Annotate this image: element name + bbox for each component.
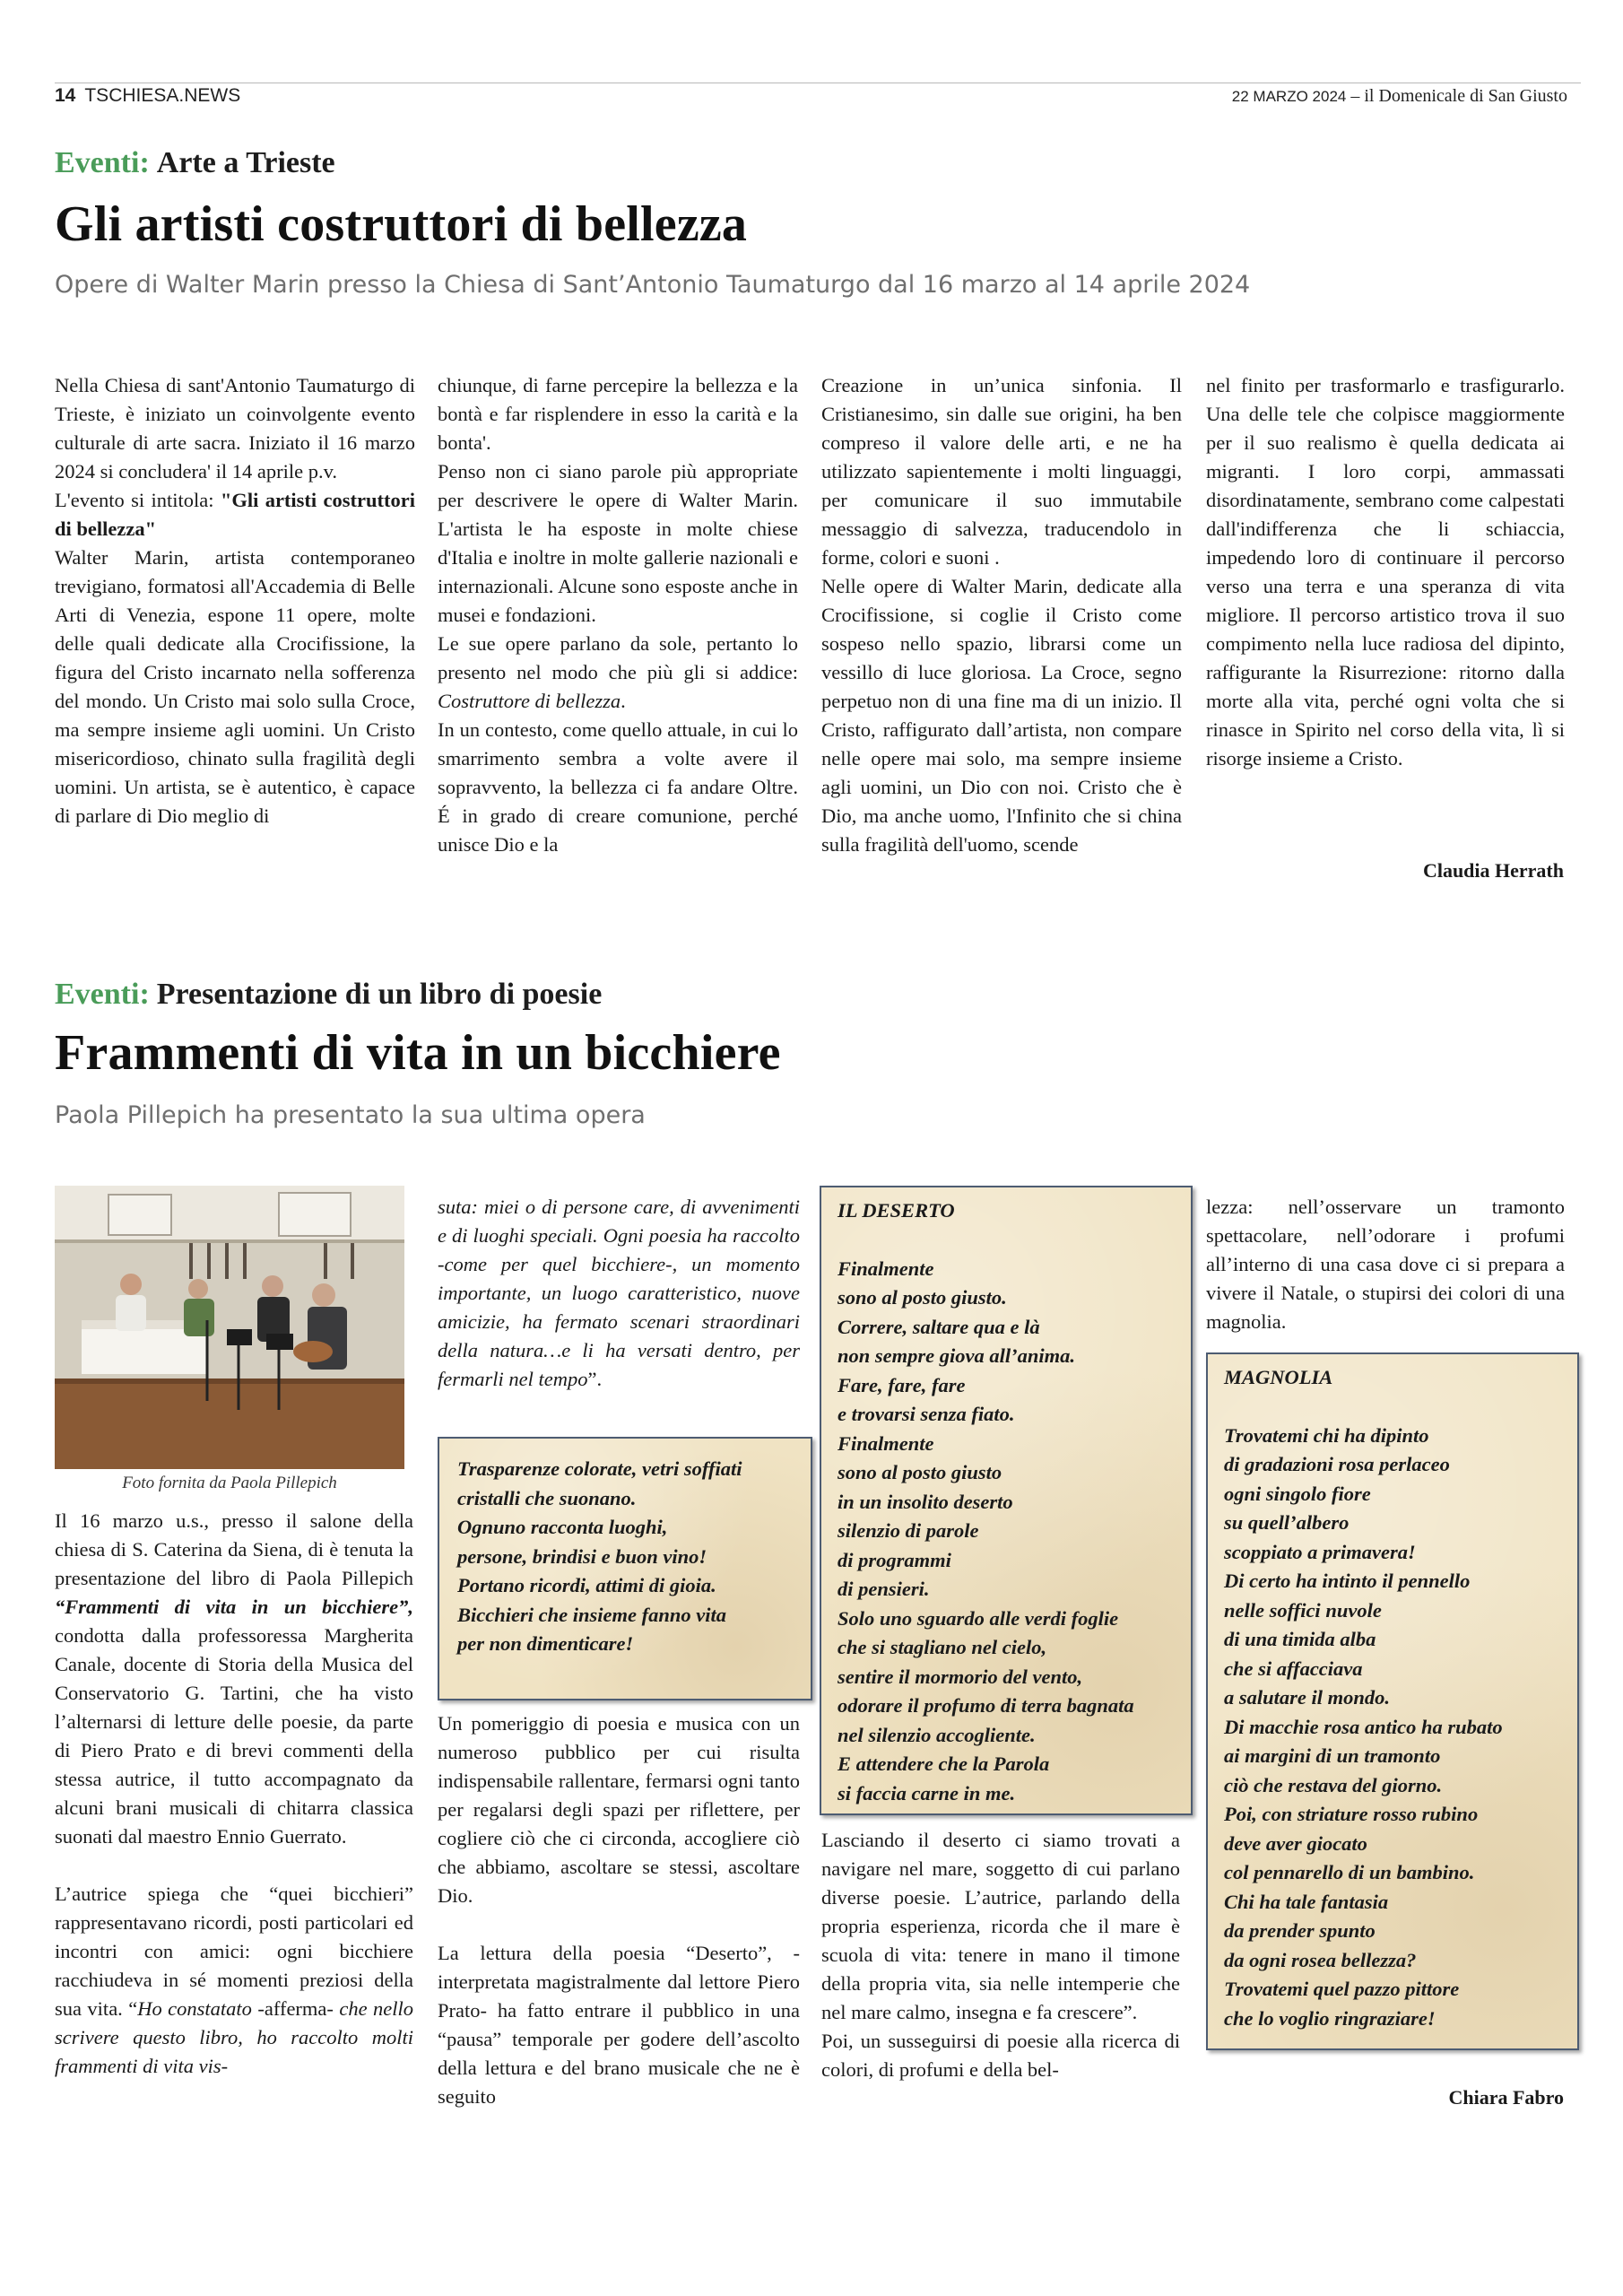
article2-column-4 — [1206, 1193, 1565, 1336]
poem-title: IL DESERTO — [838, 1199, 955, 1222]
poem-line: Chi ha tale fantasia — [1224, 1890, 1389, 1913]
poem-line: Trovatemi quel pazzo pittore — [1224, 1978, 1460, 2000]
poem-line: si faccia carne in me. — [838, 1781, 1016, 1805]
article1-column-4 — [1206, 371, 1565, 773]
italic-phrase: Costruttore di bellezza — [438, 690, 621, 712]
article1-kicker — [55, 146, 335, 180]
poem-line: Poi, con striature rosso rubino — [1224, 1803, 1479, 1825]
poem-gap — [1224, 1393, 1561, 1422]
article2-kicker — [55, 978, 602, 1012]
paragraph — [55, 1507, 413, 1851]
paragraph: Poi, un susseguirsi di poesie alla ricerca di colori, di profumi e della bel- — [821, 2030, 1180, 2081]
article2-column-1 — [55, 1507, 413, 2081]
poem-line: silenzio di parole — [838, 1519, 979, 1542]
text-run: L'evento si intitola: — [55, 489, 221, 511]
article2-author: Chiara Fabro — [1448, 2086, 1564, 2109]
poem-line: che si affacciava — [1224, 1657, 1363, 1680]
poem-line: scoppiato a primavera! — [1224, 1540, 1416, 1563]
poem-line: da prender spunto — [1224, 1919, 1376, 1942]
article1-title: Gli artisti costruttori di bellezza — [55, 196, 748, 252]
poem-line: che si stagliano nel cielo, — [838, 1636, 1047, 1658]
running-header-right — [1232, 86, 1567, 107]
paragraph: Penso non ci siano parole più appropriate per descrivere le opere di Walter Marin. L'artista le ha esposte in molte chiese d'Italia e inoltre in molte gallerie nazionali e internazionali. Alcune sono esposte anche in musei e fondazioni. — [438, 460, 798, 626]
publication-name: il Domenicale di San Giusto — [1364, 86, 1567, 106]
article1-subtitle: Opere di Walter Marin presso la Chiesa di Sant’Antonio Taumaturgo dal 16 marzo al 14 aprile 2024 — [55, 271, 1251, 299]
italic-phrase: Ho constatato — [137, 1997, 252, 2020]
paragraph: Lasciando il deserto ci siamo trovati a navigare nel mare, soggetto di cui parlano diverse poesie. L’autrice, parlando della propria esperienza, ricorda che il mare è scuola di vita: tenere in mano il timone della propria vita, sia nelle intemperie che nel mare calmo, insegna e fa crescere”. — [821, 1829, 1180, 2023]
text-run: . — [621, 690, 626, 712]
poem-line: Correre, saltare qua e là — [838, 1315, 1040, 1338]
poem-line: deve aver giocato — [1224, 1831, 1367, 1855]
poem-line: ogni singolo fiore — [1224, 1482, 1371, 1505]
poem-line: a salutare il mondo. — [1224, 1686, 1391, 1709]
paragraph: In un contesto, come quello attuale, in cui lo smarrimento sembra a volte avere il sopravvento, la bellezza ci fa andare Oltre. É in grado di creare comunione, perché unisce Dio e la — [438, 718, 798, 856]
poem-line: col pennarello di un bambino. — [1224, 1861, 1475, 1883]
article2-kicker-label: Eventi: — [55, 978, 150, 1011]
poem-line: Trasparenze colorate, vetri soffiati — [457, 1457, 742, 1480]
article1-author: Claudia Herrath — [1422, 859, 1564, 882]
poem-line: e trovarsi senza fiato. — [838, 1403, 1015, 1425]
page-number: 14 — [55, 85, 76, 106]
article1-kicker-label: Eventi: — [55, 146, 150, 179]
article2-column-2-top — [438, 1193, 800, 1394]
article2-title: Frammenti di vita in un bicchiere — [55, 1025, 781, 1081]
poem-title: MAGNOLIA — [1224, 1366, 1333, 1388]
text-run: Le sue opere parlano da sole, pertanto lo presento nel modo che più gli si addice: — [438, 632, 798, 683]
poem-line: odorare il profumo di terra bagnata — [838, 1694, 1134, 1717]
poem-box-magnolia — [1206, 1352, 1579, 2050]
poem-line: sono al posto giusto — [838, 1461, 1002, 1483]
paragraph: Walter Marin, artista contemporaneo trevigiano, formatosi all'Accademia di Belle Arti di Venezia, espone 11 opere, molte delle quali dedicate alla Crocifissione, la figura del Cristo incarnato nella sofferenza del mondo. Un Cristo mai solo sulla Croce, ma sempre insieme agli uomini. Un Cristo misericordioso, chinato sulla fragilità degli uomini. Un artista, se è autentico, è capace di parlare di Dio meglio di — [55, 546, 415, 827]
article1-column-3 — [821, 371, 1182, 859]
header-dash: – — [1346, 86, 1365, 106]
paragraph — [55, 486, 415, 544]
text-run: condotta dalla professoressa Margherita Canale, docente di Storia della Musica del Conservatorio G. Tartini, che ha visto l’alternarsi di letture delle poesie, da parte di Piero Prato e di brevi commenti della stessa autrice, il tutto accompagnato da alcuni brani musicali di chitarra classica suonati dal maestro Ennio Guerrato. — [55, 1624, 413, 1848]
article2-subtitle: Paola Pillepich ha presentato la sua ultima opera — [55, 1101, 646, 1129]
paragraph-gap — [438, 1910, 800, 1939]
poem-gap — [838, 1226, 1175, 1255]
article1-column-2 — [438, 371, 798, 859]
paragraph: Nelle opere di Walter Marin, dedicate alla Crocifissione, si coglie il Cristo come sospeso nello spazio, librarsi come un vessillo di luce gloriosa. La Croce, segno perpetuo non di una fine ma di un inizio. Il Cristo, raffigurato dall’artista, non compare nelle opere mai solo, ma sempre insieme agli uomini, un Dio con noi. Cristo che è Dio, ma anche uomo, l'Infinito che si china sulla fragilità dell'uomo, scende — [821, 575, 1182, 856]
poem-lines — [1224, 1422, 1561, 2034]
poem-line: Di macchie rosa antico ha rubato — [1224, 1715, 1503, 1738]
paragraph: Creazione in un’unica sinfonia. Il Cristianesimo, sin dalle sue origini, ha ben compreso il valore delle arti, e ne ha utilizzato sapientemente i molti linguaggi, per comunicare il suo immutabile messaggio di salvezza, traducendolo in forme, colori e suoni . — [821, 374, 1182, 569]
poem-box-glasses — [438, 1437, 812, 1700]
poem-line: di programmi — [838, 1548, 951, 1571]
poem-line: Bicchieri che insieme fanno vita — [457, 1603, 726, 1626]
paragraph — [438, 1193, 800, 1394]
poem-line: di una timida alba — [1224, 1628, 1376, 1650]
poem-line: Trovatemi chi ha dipinto — [1224, 1423, 1429, 1447]
article2-kicker-topic: Presentazione di un libro di poesie — [156, 978, 603, 1011]
poem-lines — [457, 1455, 793, 1659]
poem-line: ciò che restava del giorno. — [1224, 1773, 1443, 1796]
paragraph — [55, 1880, 413, 2081]
poem-line: sono al posto giusto. — [838, 1286, 1007, 1309]
poem-line: nel silenzio accogliente. — [838, 1723, 1036, 1746]
poem-box-deserto — [820, 1186, 1193, 1815]
poem-line: Finalmente — [838, 1257, 934, 1280]
site-name: TSCHIESA.NEWS — [84, 85, 241, 106]
paragraph: Un pomeriggio di poesia e musica con un numeroso pubblico per cui risulta indispensabile rallentare, fermarsi ogni tanto per regalarsi degli spazi per riflettere, per cogliere ciò che ci circonda, accogliere ciò che abbiamo, ascoltare se stessi, ascoltare Dio. — [438, 1712, 800, 1907]
poem-line: Ognuno racconta luoghi, — [457, 1516, 668, 1538]
poem-line: Finalmente — [838, 1431, 934, 1455]
poem-line: per non dimenticare! — [457, 1632, 634, 1655]
poem-line: Di certo ha intinto il pennello — [1224, 1570, 1471, 1592]
paragraph-gap — [55, 1851, 413, 1880]
event-photo — [55, 1186, 404, 1469]
poem-line: da ogni rosea bellezza? — [1224, 1948, 1417, 1971]
paragraph — [438, 630, 798, 716]
article2-column-3 — [821, 1826, 1180, 2084]
paragraph: chiunque, di farne percepire la bellezza e la bontà e far risplendere in esso la carità e la bonta'. — [438, 374, 798, 454]
article1-column-1 — [55, 371, 415, 831]
photo-caption: Foto fornita da Paola Pillepich — [122, 1474, 337, 1492]
poem-line: persone, brindisi e buon vino! — [457, 1544, 707, 1568]
event-title: "Gli artisti costruttori di bellezza" — [55, 489, 415, 540]
book-title: “Frammenti di vita in un bicchiere”, — [55, 1596, 413, 1618]
poem-line: che lo voglio ringraziare! — [1224, 2006, 1436, 2030]
poem-line: in un insolito deserto — [838, 1490, 1013, 1513]
paragraph: nel finito per trasformarlo e trasfigurarlo. Una delle tele che colpisce maggiormente per il suo realismo è quella dedicata ai migranti. I loro corpi, ammassati disordinatamente, sembrano come calpestati dall'indifferenza che li schiaccia, impedendo loro di continuare il percorso verso una terra e una speranza di vita migliore. Il percorso artistico trova il suo compimento nella luce radiosa del dipinto, raffigurante la Risurrezione: ritorno dalla morte alla vita, perché ogni volta che si rinasce in Spirito nel corso della vita, lì si risorge insieme a Cristo. — [1206, 374, 1565, 770]
poem-line: ai margini di un tramonto — [1224, 1744, 1441, 1767]
poem-line: cristalli che suonano. — [457, 1486, 637, 1509]
text-run: Il 16 marzo u.s., presso il salone della chiesa di S. Caterina da Siena, di è tenuta la presentazione del libro di Paola Pillepich — [55, 1509, 413, 1589]
article1-kicker-topic: Arte a Trieste — [156, 146, 335, 179]
text-run: -afferma- — [251, 1997, 340, 2020]
paragraph: Nella Chiesa di sant'Antonio Taumaturgo di Trieste, è iniziato un coinvolgente evento culturale di arte sacra. Iniziato il 16 marzo 2024 si concludera' il 14 aprile p.v. — [55, 374, 415, 483]
text-run: ”. — [587, 1368, 603, 1390]
issue-date: 22 MARZO 2024 — [1231, 88, 1347, 105]
poem-line: Portano ricordi, attimi di gioia. — [457, 1574, 716, 1596]
poem-line: Fare, fare, fare — [838, 1373, 966, 1396]
running-header-left — [55, 85, 240, 107]
poem-line: di gradazioni rosa perlaceo — [1224, 1453, 1450, 1475]
poem-line: sentire il mormorio del vento, — [838, 1665, 1083, 1688]
italic-quote: suta: miei o di persone care, di avvenimenti e di luoghi speciali. Ogni poesia ha raccolto -come per quel bicchiere-, un momento importante, un luogo caratteristico, nuove amicizie, ha fermato scenari straordinari della natura…e li ha versati dentro, per fermarli nel tempo — [438, 1196, 800, 1390]
paragraph: lezza: nell’osservare un tramonto spettacolare, nell’odorare i profumi all’interno di una casa dove ci si prepara a vivere il Natale, o stupirsi dei colori di una magnolia. — [1206, 1196, 1565, 1333]
poem-line: non sempre giova all’anima. — [838, 1344, 1076, 1367]
poem-line: su quell’albero — [1224, 1511, 1350, 1534]
text-run: L’autrice spiega che “quei bicchieri” rappresentavano ricordi, posti particolari ed incontri con amici: ogni bicchiere racchiudeva in sé momenti preziosi della sua vita. “ — [55, 1883, 413, 2020]
italic-quote: che nello scrivere questo libro, ho raccolto molti frammenti di vita vis- — [55, 1997, 413, 2077]
article2-column-2-bottom — [438, 1709, 800, 2111]
poem-line: di pensieri. — [838, 1578, 930, 1600]
paragraph: La lettura della poesia “Deserto”, -interpretata magistralmente dal lettore Piero Prato- ha fatto entrare il pubblico in una “pausa” temporale per godere dell’ascolto della lettura e del brano musicale che ne è seguito — [438, 1942, 800, 2108]
poem-line: nelle soffici nuvole — [1224, 1598, 1382, 1622]
poem-lines — [838, 1255, 1175, 1809]
poem-line: E attendere che la Parola — [838, 1752, 1050, 1775]
poem-line: Solo uno sguardo alle verdi foglie — [838, 1606, 1119, 1630]
